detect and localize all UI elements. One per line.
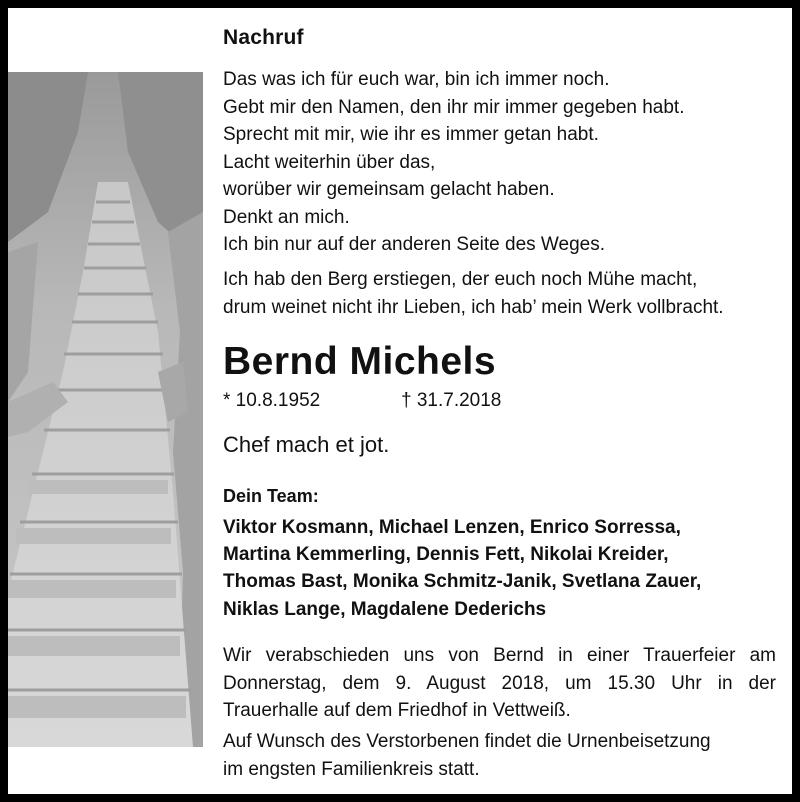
deceased-name: Bernd Michels: [223, 340, 497, 383]
poem-line: Denkt an mich.: [223, 206, 350, 228]
service-info: [223, 642, 776, 725]
motto: Chef mach et jot.: [223, 432, 390, 457]
verse-line: Ich hab den Berg erstiegen, der euch noch Mühe macht,: [223, 269, 698, 290]
stone-steps-photo: [8, 72, 203, 747]
death-date: † 31.7.2018: [401, 390, 502, 411]
poem-line: Sprecht mit mir, wie ihr es immer getan habt.: [223, 124, 599, 145]
birth-date: * 10.8.1952: [223, 390, 321, 411]
team-line: Thomas Bast, Monika Schmitz-Janik, Svetlana Zauer,: [223, 571, 702, 593]
obituary-notice: [8, 8, 792, 794]
team-names: [223, 514, 783, 623]
poem-line: Ich bin nur auf der anderen Seite des Weges.: [223, 234, 606, 255]
poem-line: worüber wir gemeinsam gelacht haben.: [223, 179, 555, 200]
notice-heading: Nachruf: [223, 26, 304, 49]
poem-line: Das was ich für euch war, bin ich immer noch.: [223, 69, 610, 90]
urn-line: Auf Wunsch des Verstorbenen findet die Urnenbeisetzung: [223, 731, 711, 752]
verse: [223, 266, 783, 321]
team-line: Martina Kemmerling, Dennis Fett, Nikolai Kreider,: [223, 544, 669, 566]
verse-line: drum weinet nicht ihr Lieben, ich hab’ mein Werk vollbracht.: [223, 296, 724, 318]
service-line: Donnerstag, dem 9. August 2018, um 15.30 Uhr in der: [223, 672, 776, 694]
service-line: Trauerhalle auf dem Friedhof in Vettweiß.: [223, 700, 571, 721]
poem-line: Lacht weiterhin über das,: [223, 151, 436, 173]
urn-line: im engsten Familienkreis statt.: [223, 758, 480, 780]
team-line: Viktor Kosmann, Michael Lenzen, Enrico Sorressa,: [223, 517, 681, 538]
team-line: Niklas Lange, Magdalene Dederichs: [223, 598, 547, 620]
team-label: Dein Team:: [223, 486, 319, 506]
urn-info: [223, 728, 776, 783]
poem-line: Gebt mir den Namen, den ihr mir immer gegeben habt.: [223, 96, 685, 118]
service-line: Wir verabschieden uns von Bernd in einer Trauerfeier am: [223, 645, 776, 666]
poem: [223, 66, 783, 259]
